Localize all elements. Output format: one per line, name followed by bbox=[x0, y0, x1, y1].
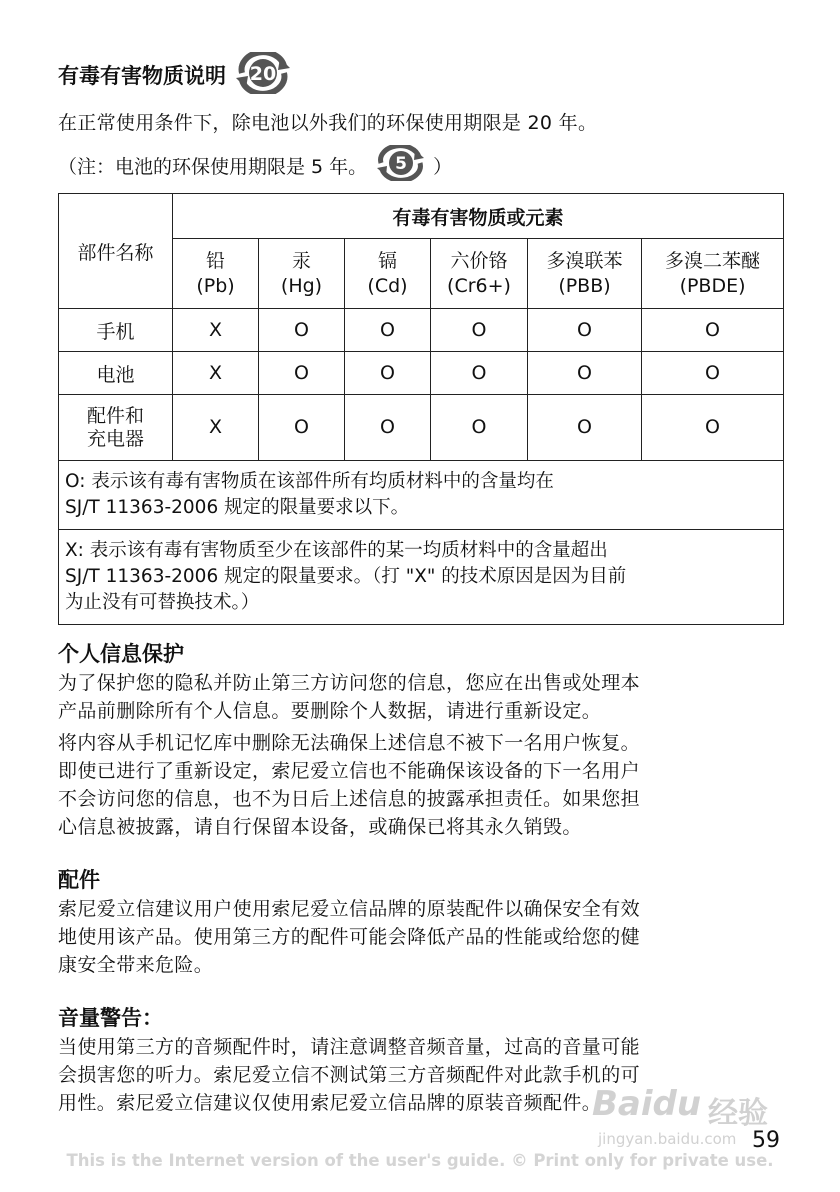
substances-group-header: 有毒有害物质或元素 bbox=[173, 194, 784, 239]
table-cell: O bbox=[259, 309, 345, 352]
privacy-paragraph-1: 为了保护您的隐私并防止第三方访问您的信息，您应在出售或处理本 产品前删除所有个人信息。要删除个人数据，请进行重新设定。 bbox=[58, 672, 641, 722]
watermark-main: Baidu bbox=[592, 1084, 702, 1124]
row-part-phone: 手机 bbox=[59, 309, 173, 352]
table-cell: O bbox=[431, 352, 528, 395]
battery-note bbox=[58, 147, 783, 183]
table-cell: O bbox=[528, 309, 642, 352]
part-name-header: 部件名称 bbox=[59, 194, 173, 309]
note-o-row bbox=[59, 461, 784, 530]
document-page bbox=[58, 54, 783, 1117]
row-part-accessories: 配件和 充电器 bbox=[59, 395, 173, 461]
table-cell: O bbox=[259, 352, 345, 395]
table-cell: O bbox=[345, 352, 431, 395]
epup-5-logo-icon bbox=[373, 145, 429, 186]
privacy-section bbox=[58, 639, 783, 841]
table-cell: O bbox=[528, 352, 642, 395]
volume-title: 音量警告： bbox=[58, 1006, 163, 1030]
epup-20-number: 20 bbox=[249, 62, 277, 85]
hazard-heading bbox=[58, 54, 783, 96]
table-cell: O bbox=[642, 309, 784, 352]
table-cell: O bbox=[431, 309, 528, 352]
col-header-pbb: 多溴联苯 (PBB) bbox=[528, 239, 642, 309]
privacy-title: 个人信息保护 bbox=[58, 642, 184, 666]
col-header-hg: 汞 (Hg) bbox=[259, 239, 345, 309]
table-cell: O bbox=[528, 395, 642, 461]
table-cell: O bbox=[642, 352, 784, 395]
table-cell: X bbox=[173, 309, 259, 352]
footer-notice: This is the Internet version of the user's guide. © Print only for private use. bbox=[66, 1151, 774, 1170]
watermark-url: jingyan.baidu.com bbox=[598, 1130, 737, 1148]
col-header-cd: 镉 (Cd) bbox=[345, 239, 431, 309]
epup-20-logo-icon bbox=[232, 52, 294, 99]
accessories-title: 配件 bbox=[58, 868, 100, 892]
battery-note-suffix: ） bbox=[433, 155, 453, 178]
note-o: O: 表示该有毒有害物质在该部件所有均质材料中的含量均在 SJ/T 11363-2006 规定的限量要求以下。 bbox=[59, 461, 784, 530]
note-x-row bbox=[59, 530, 784, 625]
hazard-title: 有毒有害物质说明 bbox=[58, 64, 226, 88]
table-cell: O bbox=[259, 395, 345, 461]
col-header-pb: 铅 (Pb) bbox=[173, 239, 259, 309]
table-cell: X bbox=[173, 395, 259, 461]
table-cell: O bbox=[431, 395, 528, 461]
hazardous-substances-table bbox=[58, 193, 784, 625]
table-row-accessories bbox=[59, 395, 784, 461]
table-row-phone bbox=[59, 309, 784, 352]
epup-5-number: 5 bbox=[395, 153, 408, 174]
table-row-battery bbox=[59, 352, 784, 395]
accessories-section bbox=[58, 865, 783, 979]
watermark-cn: 经验 bbox=[708, 1096, 768, 1131]
note-x: X: 表示该有毒有害物质至少在该部件的某一均质材料中的含量超出 SJ/T 11363-2006 规定的限量要求。（打 "X" 的技术原因是因为目前 为止没有可替换技术。） bbox=[59, 530, 784, 625]
accessories-paragraph: 索尼爱立信建议用户使用索尼爱立信品牌的原装配件以确保安全有效 地使用该产品。使用第三方的配件可能会降低产品的性能或给您的健 康安全带来危险。 bbox=[58, 898, 641, 976]
privacy-paragraph-2: 将内容从手机记忆库中删除无法确保上述信息不被下一名用户恢复。 即使已进行了重新设定，索尼爱立信也不能确保该设备的下一名用户 不会访问您的信息，也不为日后上述信息的披露承担责任。如果您担 心信息被披露，请自行保留本设备，或确保已将其永久销毁。 bbox=[58, 732, 641, 838]
table-cell: X bbox=[173, 352, 259, 395]
table-cell: O bbox=[345, 395, 431, 461]
volume-paragraph: 当使用第三方的音频配件时，请注意调整音频音量，过高的音量可能 会损害您的听力。索尼爱立信不测试第三方音频配件对此款手机的可 用性。索尼爱立信建议仅使用索尼爱立信品牌的原装音频配件。 bbox=[58, 1036, 641, 1114]
col-header-pbde: 多溴二苯醚 (PBDE) bbox=[642, 239, 784, 309]
table-cell: O bbox=[345, 309, 431, 352]
battery-note-prefix: （注：电池的环保使用期限是 5 年。 bbox=[58, 155, 368, 178]
intro-line: 在正常使用条件下，除电池以外我们的环保使用期限是 20 年。 bbox=[58, 112, 598, 134]
table-cell: O bbox=[642, 395, 784, 461]
page-number: 59 bbox=[752, 1128, 780, 1153]
col-header-cr6: 六价铬 (Cr6+) bbox=[431, 239, 528, 309]
row-part-battery: 电池 bbox=[59, 352, 173, 395]
